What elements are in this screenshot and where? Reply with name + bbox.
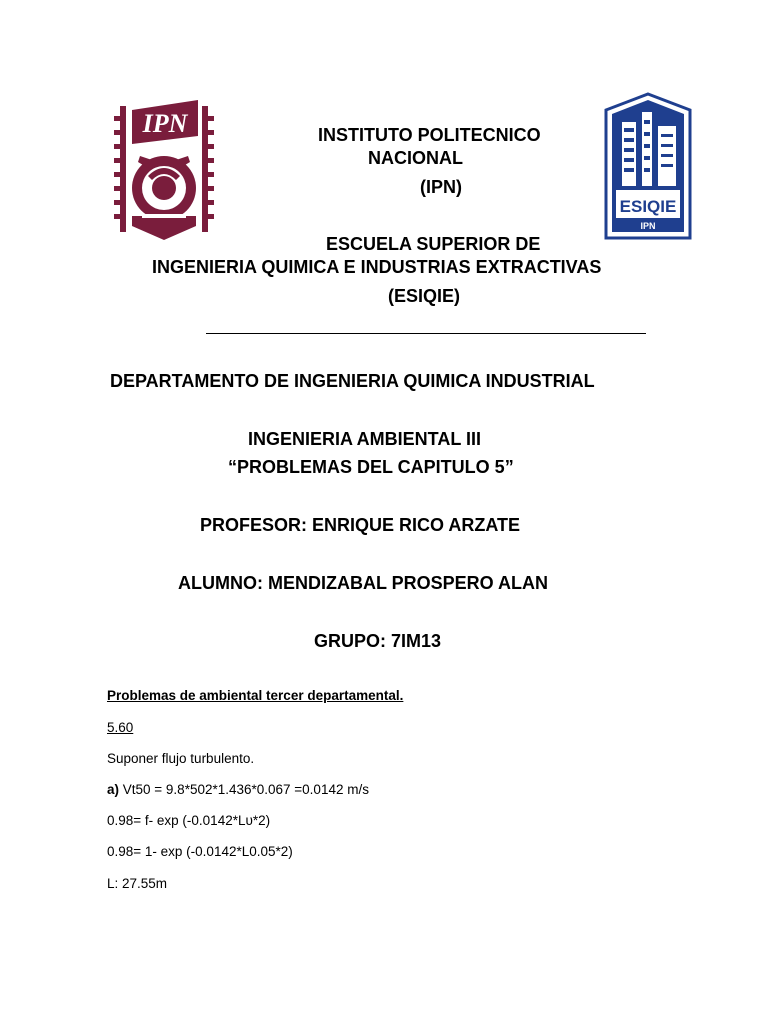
svg-text:IPN: IPN xyxy=(640,221,656,231)
assignment-title: “PROBLEMAS DEL CAPITULO 5” xyxy=(228,457,514,477)
svg-text:ESIQIE: ESIQIE xyxy=(619,197,677,216)
student-line: ALUMNO: MENDIZABAL PROSPERO ALAN xyxy=(178,573,548,593)
school-name-line1: ESCUELA SUPERIOR DE xyxy=(326,234,541,254)
institute-abbr: (IPN) xyxy=(420,177,462,197)
group-line: GRUPO: 7IM13 xyxy=(314,631,442,651)
equation-2: 0.98= 1- exp (-0.0142*L0.05*2) xyxy=(107,844,293,859)
equation-a-text: Vt50 = 9.8*502*1.436*0.067 =0.0142 m/s xyxy=(119,782,369,797)
section-heading: Problemas de ambiental tercer departamental. xyxy=(107,688,404,703)
esiqie-logo-icon xyxy=(604,92,692,240)
institute-name-line2: NACIONAL xyxy=(368,148,463,168)
course-title: INGENIERIA AMBIENTAL III xyxy=(248,429,482,449)
problem-number: 5.60 xyxy=(107,720,134,735)
header-divider xyxy=(206,333,646,334)
ipn-logo-icon xyxy=(112,96,216,244)
equation-a xyxy=(107,781,369,799)
institute-name-line1: INSTITUTO POLITECNICO xyxy=(318,125,541,145)
assumption-text: Suponer flujo turbulento. xyxy=(107,751,255,766)
professor-line: PROFESOR: ENRIQUE RICO ARZATE xyxy=(200,515,521,535)
svg-text:IPN: IPN xyxy=(142,109,188,138)
result-text: L: 27.55m xyxy=(107,876,168,891)
equation-1: 0.98= f- exp (-0.0142*Lυ*2) xyxy=(107,813,271,828)
school-abbr: (ESIQIE) xyxy=(388,286,461,306)
equation-a-label: a) xyxy=(107,782,120,797)
school-name-line2: INGENIERIA QUIMICA E INDUSTRIAS EXTRACTIVAS xyxy=(152,257,602,277)
department-title: DEPARTAMENTO DE INGENIERIA QUIMICA INDUSTRIAL xyxy=(110,371,595,391)
